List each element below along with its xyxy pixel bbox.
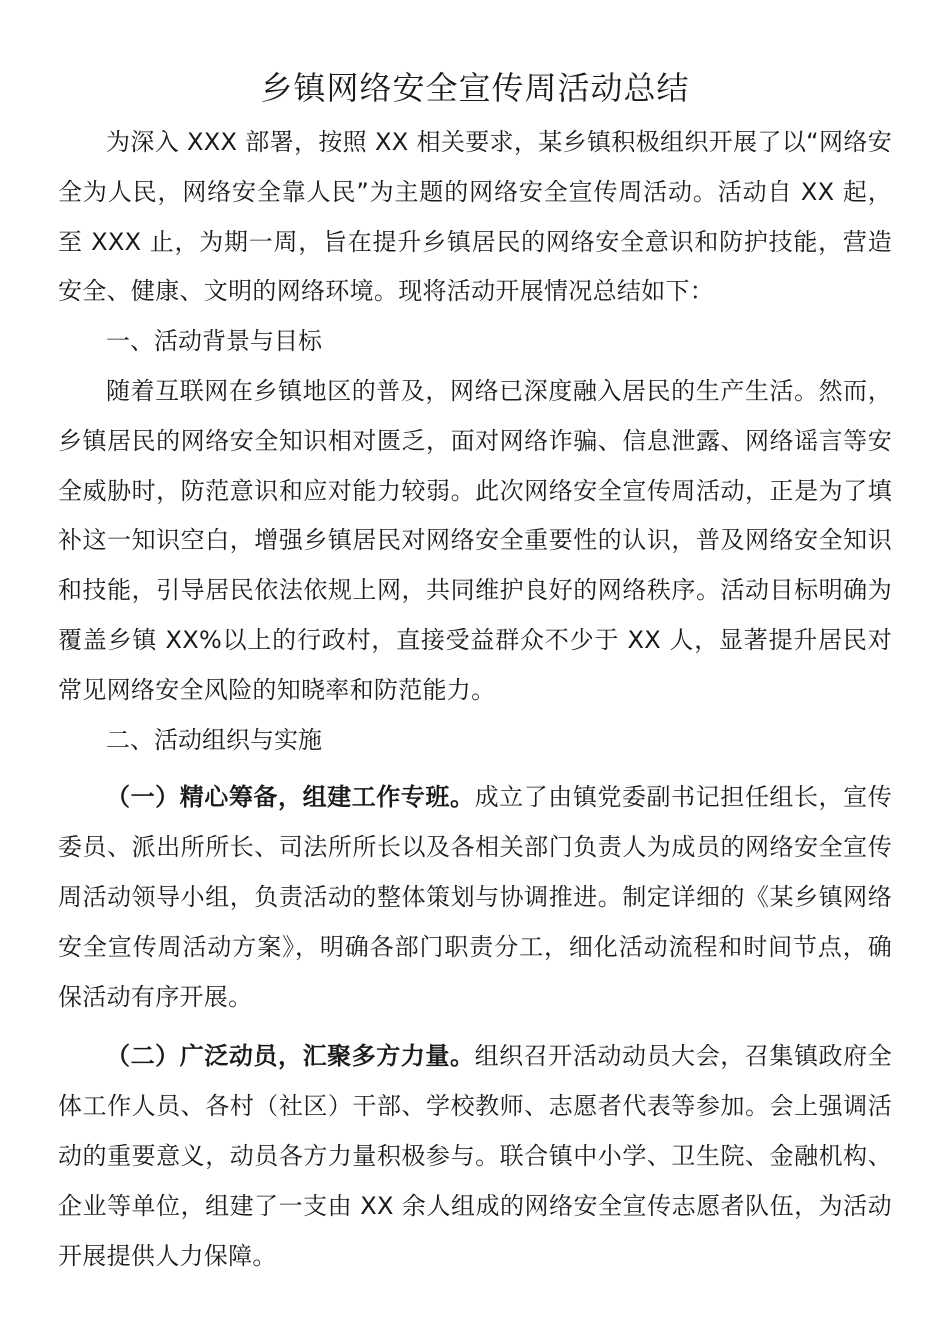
item-paragraph-mobilization: [58, 1032, 892, 1281]
item-paragraph-preparation: [58, 773, 892, 1022]
document-content: [58, 64, 892, 1281]
page-title: 乡镇网络安全宣传周活动总结: [260, 69, 690, 107]
section-heading-organization: 二、活动组织与实施: [106, 725, 322, 754]
intro-paragraph: 为深入 XXX 部署，按照 XX 相关要求，某乡镇积极组织开展了以“网络安全为人民，网络安全靠人民”为主题的网络安全宣传周活动。活动自 XX 起，至 XXX 止，为期一周，旨在提升乡镇居民的网络安全意识和防护技能，营造安全、健康、文明的网络环境。现将活动开展情况总结如下：: [58, 128, 892, 306]
item-body-preparation: 成立了由镇党委副书记担任组长，宣传委员、派出所所长、司法所所长以及各相关部门负责人为成员的网络安全宣传周活动领导小组，负责活动的整体策划与协调推进。制定详细的《某乡镇网络安全宣传周活动方案》，明确各部门职责分工，细化活动流程和时间节点，确保活动有序开展。: [58, 783, 892, 1011]
item-lead-preparation: （一）精心筹备，组建工作专班。: [106, 783, 475, 812]
section-heading-background: 一、活动背景与目标: [106, 327, 322, 356]
item-body-mobilization: 组织召开活动动员大会，召集镇政府全体工作人员、各村（社区）干部、学校教师、志愿者代表等参加。会上强调活动的重要意义，动员各方力量积极参与。联合镇中小学、卫生院、金融机构、企业等单位，组建了一支由 XX 余人组成的网络安全宣传志愿者队伍，为活动开展提供人力保障。: [58, 1042, 892, 1270]
item-lead-mobilization: （二）广泛动员，汇聚多方力量。: [106, 1042, 475, 1071]
background-paragraph: 随着互联网在乡镇地区的普及，网络已深度融入居民的生产生活。然而，乡镇居民的网络安全知识相对匮乏，面对网络诈骗、信息泄露、网络谣言等安全威胁时，防范意识和应对能力较弱。此次网络安全宣传周活动，正是为了填补这一知识空白，增强乡镇居民对网络安全重要性的认识，普及网络安全知识和技能，引导居民依法依规上网，共同维护良好的网络秩序。活动目标明确为覆盖乡镇 XX%以上的行政村，直接受益群众不少于 XX 人，显著提升居民对常见网络安全风险的知晓率和防范能力。: [58, 376, 892, 704]
